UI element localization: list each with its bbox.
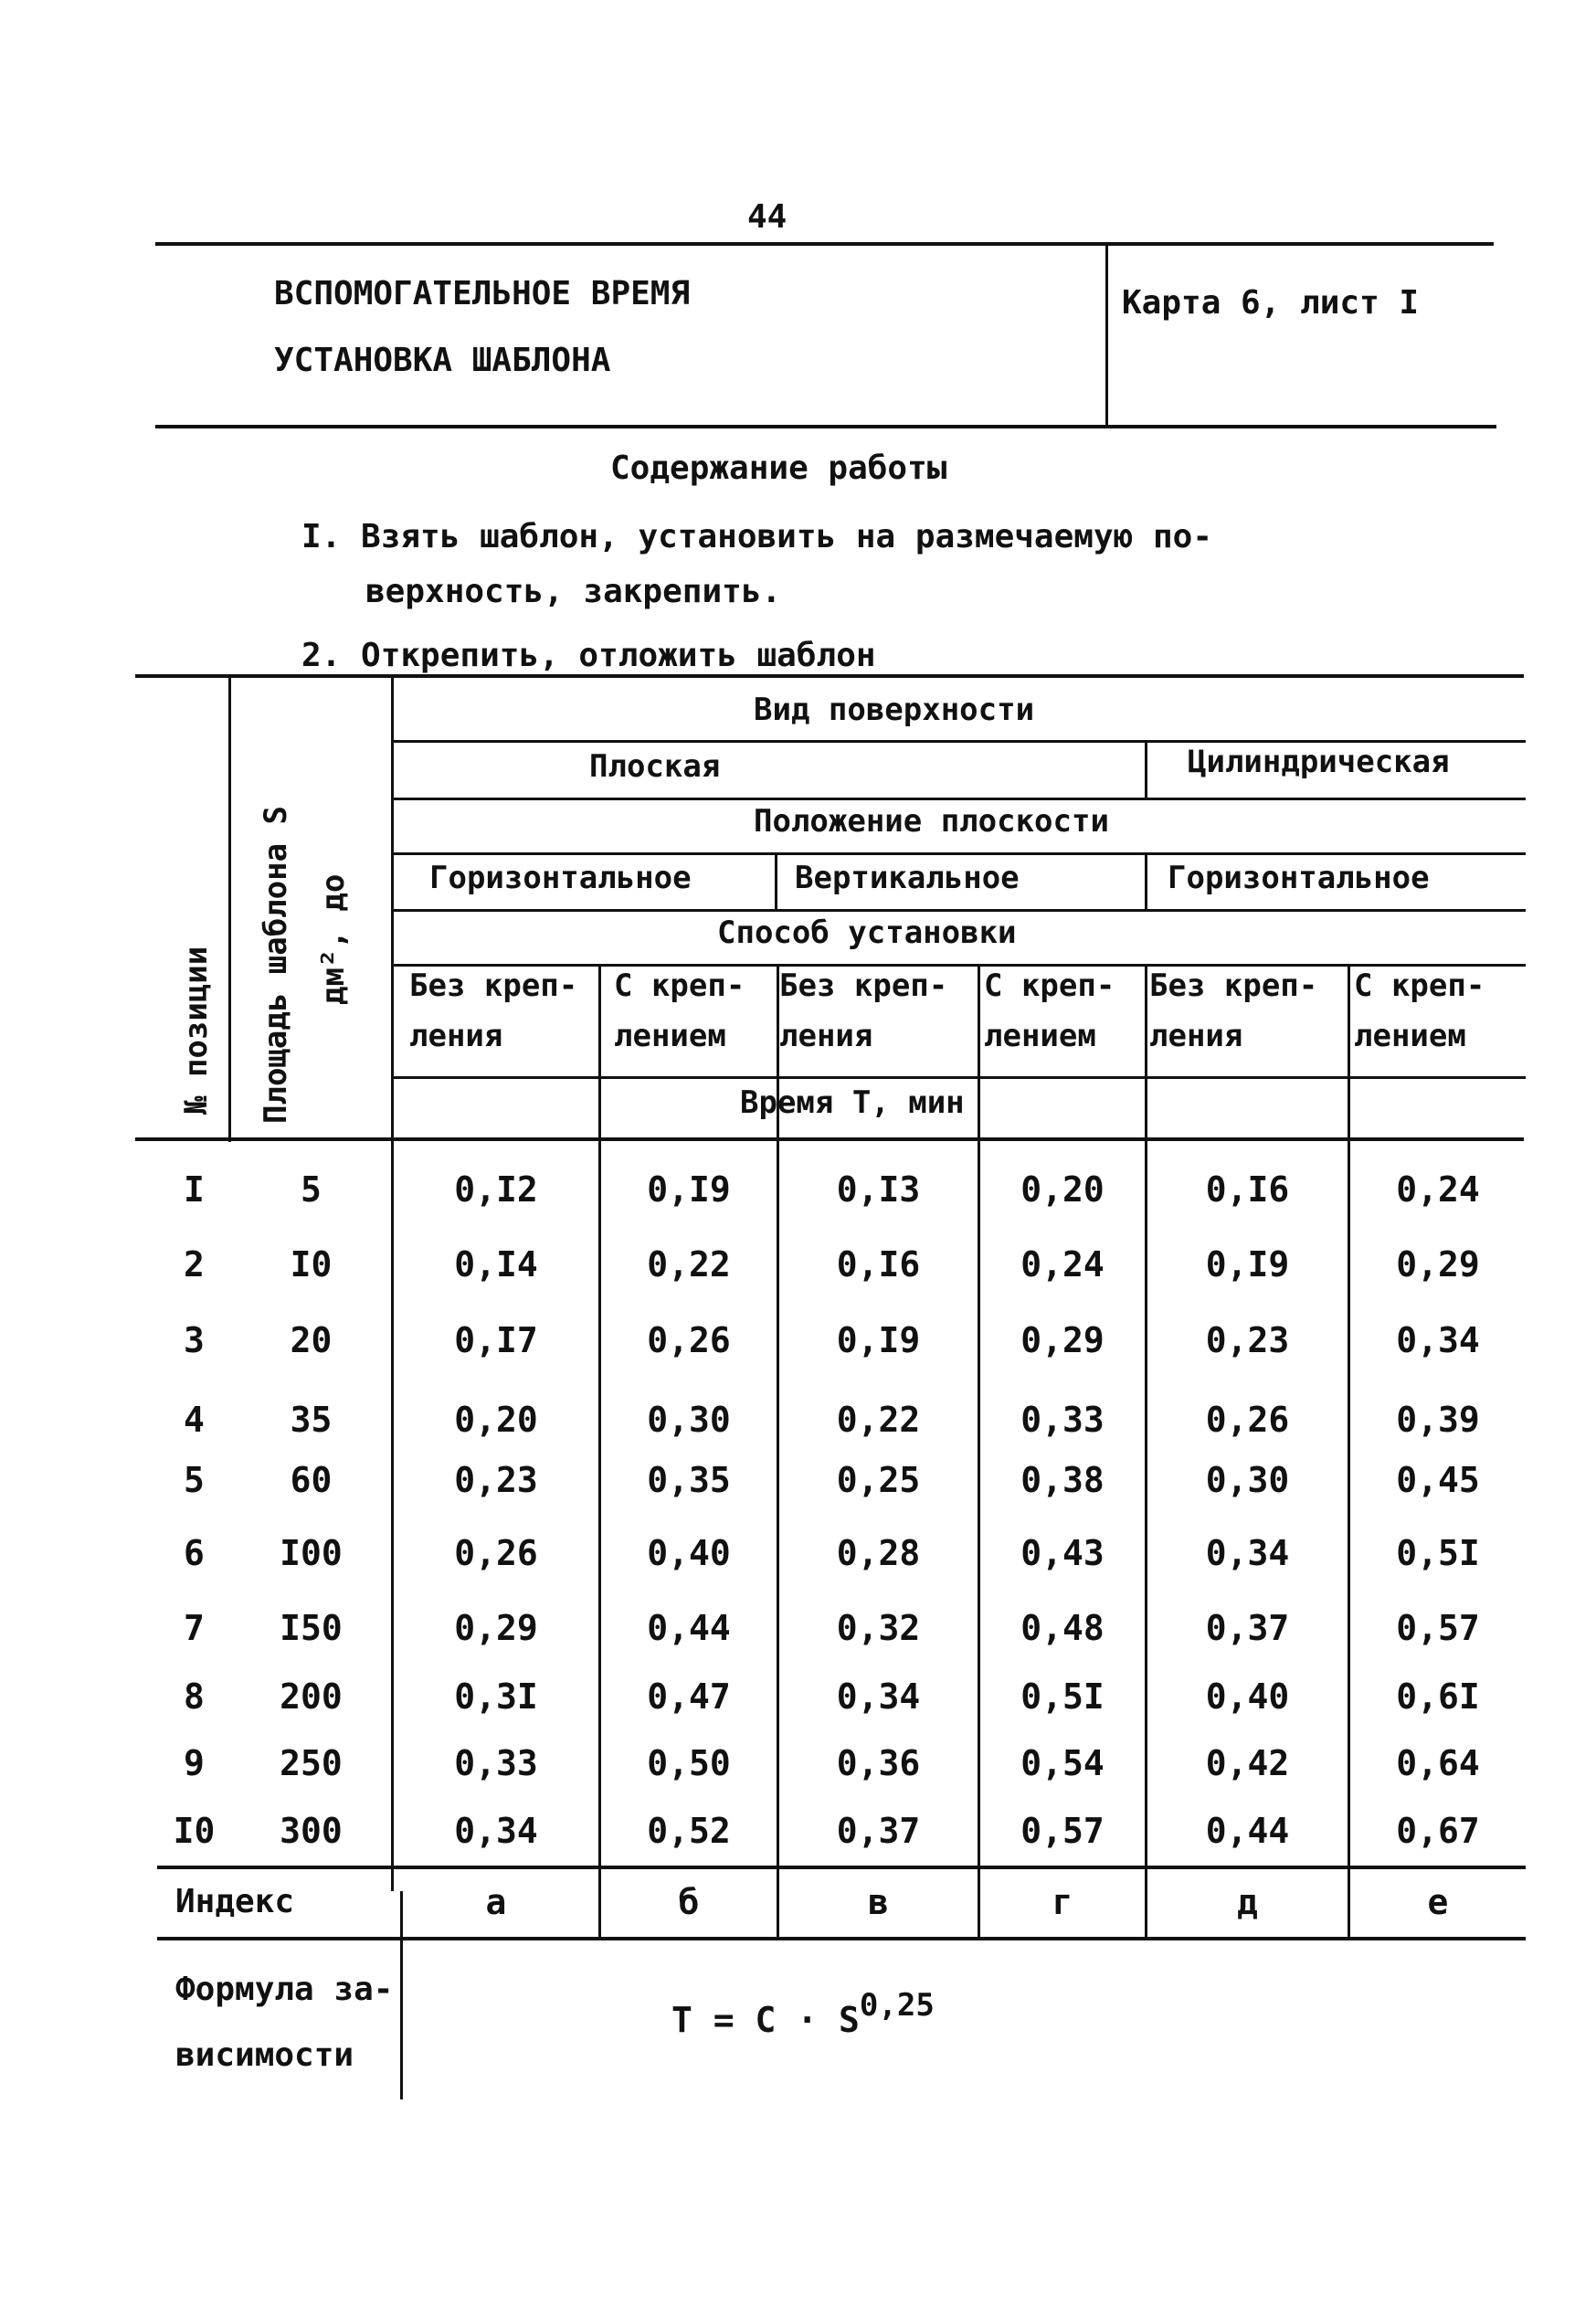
cylindrical-header: Цилиндрическая bbox=[1188, 744, 1450, 780]
time-value-cell: 0,I9 bbox=[836, 1320, 921, 1360]
method-b-line1: С креп- bbox=[614, 967, 745, 1004]
install-method-header: Способ установки bbox=[717, 915, 1017, 951]
index-a: а bbox=[485, 1882, 507, 1922]
time-value-cell: 0,45 bbox=[1396, 1460, 1480, 1500]
time-value-cell: 0,57 bbox=[1396, 1608, 1480, 1648]
method-d-line1: Без креп- bbox=[1149, 967, 1318, 1004]
time-header: Время T, мин bbox=[740, 1084, 965, 1121]
row-position: 6 bbox=[184, 1533, 205, 1573]
time-value-cell: 0,34 bbox=[1205, 1533, 1290, 1573]
time-value-cell: 0,40 bbox=[1205, 1676, 1290, 1717]
formula-exponent: 0,25 bbox=[859, 1987, 935, 2024]
rule-method bbox=[393, 964, 1526, 967]
formula-label-line2: висимости bbox=[175, 2036, 354, 2074]
index-b: б bbox=[678, 1882, 700, 1922]
index-label: Индекс bbox=[175, 1883, 295, 1920]
time-value-cell: 0,29 bbox=[1396, 1244, 1480, 1285]
time-value-cell: 0,3I bbox=[454, 1676, 538, 1717]
header-divider bbox=[1105, 242, 1108, 425]
time-value-cell: 0,34 bbox=[836, 1676, 921, 1717]
time-value-cell: 0,29 bbox=[454, 1608, 538, 1648]
row-area: 35 bbox=[290, 1400, 333, 1440]
method-v-line1: Без креп- bbox=[779, 967, 948, 1004]
content-heading: Содержание работы bbox=[610, 449, 947, 487]
page-number: 44 bbox=[747, 198, 787, 236]
col-area-header-line2: дм², до bbox=[315, 873, 352, 1005]
index-g: г bbox=[1052, 1882, 1073, 1922]
table-vline-formula bbox=[400, 1891, 403, 2099]
vline-orient-2 bbox=[1145, 854, 1147, 909]
time-value-cell: 0,I4 bbox=[454, 1244, 538, 1285]
row-position: I bbox=[184, 1169, 205, 1210]
row-area: 20 bbox=[290, 1320, 333, 1360]
vline-col-d bbox=[1145, 966, 1147, 1937]
time-value-cell: 0,20 bbox=[1020, 1169, 1105, 1210]
time-value-cell: 0,48 bbox=[1020, 1608, 1105, 1648]
time-value-cell: 0,5I bbox=[1396, 1533, 1480, 1573]
table-top-rule bbox=[135, 674, 1524, 678]
row-position: 7 bbox=[184, 1608, 205, 1648]
time-value-cell: 0,26 bbox=[647, 1320, 731, 1360]
time-value-cell: 0,67 bbox=[1396, 1811, 1480, 1851]
step1-line2: верхность, закрепить. bbox=[365, 573, 782, 610]
rule-flat-cyl bbox=[393, 798, 1526, 800]
row-position: 4 bbox=[184, 1400, 205, 1440]
time-value-cell: 0,33 bbox=[1020, 1400, 1105, 1440]
row-area: I50 bbox=[280, 1608, 343, 1648]
time-value-cell: 0,44 bbox=[647, 1608, 731, 1648]
formula-main: T = C · S bbox=[671, 2000, 860, 2040]
time-value-cell: 0,20 bbox=[454, 1400, 538, 1440]
row-area: I00 bbox=[280, 1533, 343, 1573]
formula-label-line1: Формула за- bbox=[175, 1971, 394, 2008]
time-value-cell: 0,I2 bbox=[454, 1169, 538, 1210]
time-value-cell: 0,I9 bbox=[1205, 1244, 1290, 1285]
time-value-cell: 0,50 bbox=[647, 1743, 731, 1783]
time-value-cell: 0,32 bbox=[836, 1608, 921, 1648]
header-top-rule bbox=[155, 242, 1494, 246]
row-area: 200 bbox=[280, 1676, 343, 1717]
row-area: I0 bbox=[290, 1244, 333, 1285]
time-value-cell: 0,30 bbox=[1205, 1460, 1290, 1500]
time-value-cell: 0,34 bbox=[1396, 1320, 1480, 1360]
time-value-cell: 0,33 bbox=[454, 1743, 538, 1783]
time-value-cell: 0,34 bbox=[454, 1811, 538, 1851]
index-e: е bbox=[1427, 1882, 1449, 1922]
time-value-cell: 0,22 bbox=[836, 1400, 921, 1440]
time-value-cell: 0,30 bbox=[647, 1400, 731, 1440]
time-value-cell: 0,38 bbox=[1020, 1460, 1105, 1500]
horizontal-header: Горизонтальное bbox=[429, 860, 692, 896]
method-d-line2: ления bbox=[1149, 1018, 1243, 1054]
row-position: 3 bbox=[184, 1320, 205, 1360]
time-value-cell: 0,22 bbox=[647, 1244, 731, 1285]
time-value-cell: 0,29 bbox=[1020, 1320, 1105, 1360]
index-d: д bbox=[1237, 1882, 1258, 1922]
time-value-cell: 0,54 bbox=[1020, 1743, 1105, 1783]
time-value-cell: 0,26 bbox=[454, 1533, 538, 1573]
time-value-cell: 0,64 bbox=[1396, 1743, 1480, 1783]
method-a-line2: ления bbox=[409, 1018, 503, 1054]
time-value-cell: 0,57 bbox=[1020, 1811, 1105, 1851]
header-bottom-rule bbox=[155, 425, 1496, 428]
rule-data-bottom bbox=[157, 1866, 1526, 1869]
time-value-cell: 0,37 bbox=[1205, 1608, 1290, 1648]
time-value-cell: 0,43 bbox=[1020, 1533, 1105, 1573]
row-area: 5 bbox=[301, 1169, 322, 1210]
row-position: 5 bbox=[184, 1460, 205, 1500]
step1-line1: I. Взять шаблон, установить на размечаемую по- bbox=[301, 518, 1212, 555]
time-value-cell: 0,I3 bbox=[836, 1169, 921, 1210]
vline-col-g bbox=[978, 966, 980, 1937]
method-e-line1: С креп- bbox=[1354, 967, 1485, 1004]
formula bbox=[671, 1987, 935, 2040]
table-vline-pos bbox=[228, 676, 231, 1142]
time-value-cell: 0,5I bbox=[1020, 1676, 1105, 1717]
time-value-cell: 0,40 bbox=[647, 1533, 731, 1573]
time-value-cell: 0,6I bbox=[1396, 1676, 1480, 1717]
time-value-cell: 0,44 bbox=[1205, 1811, 1290, 1851]
time-value-cell: 0,23 bbox=[1205, 1320, 1290, 1360]
method-e-line2: лением bbox=[1354, 1018, 1466, 1054]
method-v-line2: ления bbox=[779, 1018, 873, 1054]
surface-type-header: Вид поверхности bbox=[754, 692, 1035, 728]
plane-position-header: Положение плоскости bbox=[754, 803, 1109, 840]
index-v: в bbox=[868, 1882, 889, 1922]
time-value-cell: 0,42 bbox=[1205, 1743, 1290, 1783]
vline-orient-1 bbox=[775, 854, 777, 909]
time-value-cell: 0,37 bbox=[836, 1811, 921, 1851]
time-value-cell: 0,23 bbox=[454, 1460, 538, 1500]
row-area: 300 bbox=[280, 1811, 343, 1851]
time-value-cell: 0,36 bbox=[836, 1743, 921, 1783]
time-value-cell: 0,28 bbox=[836, 1533, 921, 1573]
method-g-line2: лением bbox=[984, 1018, 1096, 1054]
row-position: I0 bbox=[173, 1811, 216, 1851]
vline-flat-cyl bbox=[1145, 742, 1147, 798]
row-position: 9 bbox=[184, 1743, 205, 1783]
time-value-cell: 0,39 bbox=[1396, 1400, 1480, 1440]
rule-methods bbox=[393, 1076, 1526, 1079]
header-title-line1: ВСПОМОГАТЕЛЬНОЕ ВРЕМЯ bbox=[274, 275, 691, 312]
time-value-cell: 0,I6 bbox=[836, 1244, 921, 1285]
row-area: 250 bbox=[280, 1743, 343, 1783]
vline-col-b bbox=[598, 966, 601, 1937]
step2: 2. Открепить, отложить шаблон bbox=[301, 637, 876, 674]
col-position-header: № позиции bbox=[178, 946, 215, 1115]
row-position: 8 bbox=[184, 1676, 205, 1717]
time-value-cell: 0,24 bbox=[1020, 1244, 1105, 1285]
rule-header-bottom bbox=[135, 1137, 1524, 1141]
time-value-cell: 0,24 bbox=[1396, 1169, 1480, 1210]
col-area-header-line1: Площадь шаблона S bbox=[258, 806, 294, 1124]
row-position: 2 bbox=[184, 1244, 205, 1285]
horizontal2-header: Горизонтальное bbox=[1168, 860, 1430, 896]
method-b-line2: лением bbox=[614, 1018, 726, 1054]
rule-surface bbox=[393, 740, 1526, 743]
header-title-line2: УСТАНОВКА ШАБЛОНА bbox=[274, 342, 611, 379]
rule-orient bbox=[393, 909, 1526, 912]
time-value-cell: 0,35 bbox=[647, 1460, 731, 1500]
time-value-cell: 0,52 bbox=[647, 1811, 731, 1851]
time-value-cell: 0,47 bbox=[647, 1676, 731, 1717]
row-area: 60 bbox=[290, 1460, 333, 1500]
method-a-line1: Без креп- bbox=[409, 967, 578, 1004]
rule-plane bbox=[393, 852, 1526, 855]
time-value-cell: 0,26 bbox=[1205, 1400, 1290, 1440]
flat-header: Плоская bbox=[589, 748, 721, 785]
time-value-cell: 0,I9 bbox=[647, 1169, 731, 1210]
time-value-cell: 0,I7 bbox=[454, 1320, 538, 1360]
time-value-cell: 0,25 bbox=[836, 1460, 921, 1500]
vertical-header: Вертикальное bbox=[795, 860, 1020, 896]
method-g-line1: С креп- bbox=[984, 967, 1115, 1004]
vline-col-e bbox=[1348, 966, 1350, 1937]
rule-index-bottom bbox=[157, 1937, 1526, 1940]
time-value-cell: 0,I6 bbox=[1205, 1169, 1290, 1210]
card-number: Карта 6, лист I bbox=[1122, 284, 1420, 322]
